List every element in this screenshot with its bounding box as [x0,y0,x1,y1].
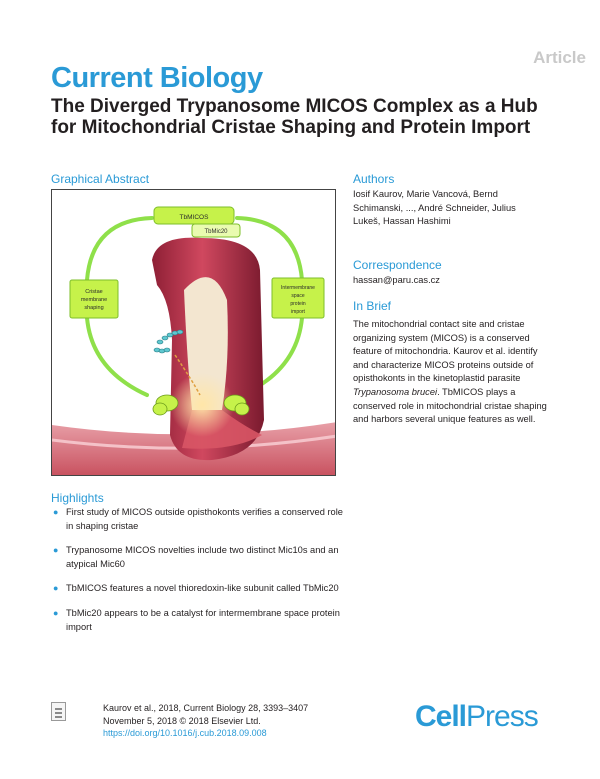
svg-text:shaping: shaping [84,305,104,311]
correspondence-email[interactable]: hassan@paru.cas.cz [353,275,440,285]
highlight-item [51,544,351,571]
journal-name: Current Biology [51,62,263,94]
cellpress-logo-press: Press [466,700,538,733]
article-label: Article [533,48,586,67]
highlights-label: Highlights [51,491,104,505]
authors-text: Iosif Kaurov, Marie Vancová, Bernd Schimanski, ..., André Schneider, Julius Lukeš, Hassan Hashimi [353,189,516,227]
cristae-shaping-label-box [70,280,118,318]
cellpress-logo [415,700,538,734]
date-line: November 5, 2018 © 2018 Elsevier Ltd. [103,715,261,726]
cellpress-logo-cell: Cell [415,700,467,733]
in-brief-text-part1: The mitochondrial contact site and cristae organizing system (MICOS) is a conserved feature of mitochondria. Kaurov et al. identify and characterize MICOS proteins outside of opisthokonts in the kinetoplastid parasite [353,319,538,384]
highlight-item [51,506,351,533]
in-brief-label: In Brief [353,299,392,313]
footer-citation [103,702,308,740]
svg-text:TbMic20: TbMic20 [204,229,228,235]
svg-text:membrane: membrane [80,297,108,303]
doi-link[interactable]: https://doi.org/10.1016/j.cub.2018.09.008 [103,728,267,738]
in-brief-species: Trypanosoma brucei [353,386,438,397]
citation-line: Kaurov et al., 2018, Current Biology 28, 3393–3407 [103,703,309,713]
in-brief-text [353,318,553,427]
svg-text:TbMICOS: TbMICOS [179,214,209,221]
svg-text:Intermembrane: Intermembrane [281,285,315,291]
svg-text:protein: protein [290,301,306,307]
highlight-item [51,607,351,634]
tbmicos-label-box [154,207,234,224]
highlight-text: First study of MICOS outside opisthokonts verifies a conserved role in shaping cristae [66,507,343,531]
authors-label: Authors [353,172,395,186]
highlight-text: Trypanosome MICOS novelties include two distinct Mic10s and an atypical Mic60 [66,545,339,569]
highlight-item [51,582,351,596]
svg-text:space: space [291,293,305,299]
article-title: The Diverged Trypanosome MICOS Complex as a Hub for Mitochondrial Cristae Shaping and Protein Import [51,96,538,138]
bullet-icon: ● [53,545,59,556]
svg-text:import: import [291,309,305,315]
in-brief-text-part2: . TbMICOS plays a conserved role in mitochondrial cristae shaping and harbors several unique features as well. [353,386,547,425]
highlights-list [51,506,351,645]
bullet-icon: ● [53,607,59,618]
correspondence-label: Correspondence [353,258,442,272]
tbmic20-label-box [192,224,240,237]
svg-text:Cristae: Cristae [85,289,103,295]
bullet-icon: ● [53,583,59,594]
graphical-abstract-figure [51,189,336,476]
highlight-text: TbMic20 appears to be a catalyst for intermembrane space protein import [66,607,340,632]
ims-import-label-box [272,278,324,318]
highlight-text: TbMICOS features a novel thioredoxin-like subunit called TbMic20 [66,583,339,594]
graphical-abstract-label: Graphical Abstract [51,172,150,186]
bullet-icon: ● [53,507,59,517]
check-updates-icon[interactable] [51,702,66,721]
